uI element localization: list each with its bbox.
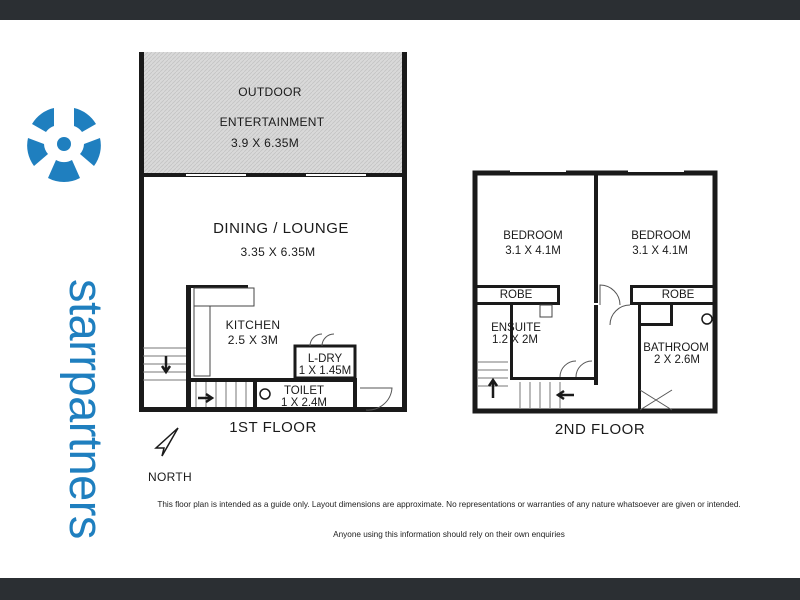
north-label: NORTH: [148, 470, 192, 484]
toilet-label: TOILET: [283, 385, 325, 397]
wall: [630, 302, 715, 305]
brand-name: starrpartners: [60, 279, 113, 539]
wall: [186, 378, 356, 382]
first-floor-plan: [139, 52, 407, 436]
outdoor-label-line2: ENTERTAINMENT: [219, 115, 325, 129]
wall: [186, 285, 191, 407]
north-arrow-icon: [156, 428, 178, 456]
disclaimer-line2: Anyone using this information should rely on their own enquiries: [333, 530, 565, 539]
wall: [139, 173, 407, 177]
bedroom2-dims: 3.1 X 4.1M: [632, 245, 688, 257]
bedroom1-label: BEDROOM: [503, 230, 563, 242]
dining-dims: 3.35 X 6.35M: [240, 245, 316, 259]
ensuite-dims: 1.2 X 2M: [491, 334, 539, 346]
wall: [402, 52, 407, 412]
wall: [253, 378, 257, 408]
bedroom1-dims: 3.1 X 4.1M: [505, 245, 561, 257]
wall: [630, 285, 715, 288]
dining-label: DINING / LOUNGE: [213, 220, 349, 237]
wall: [594, 173, 598, 303]
stair-arrow-icon: [558, 391, 574, 399]
laundry-dims: 1 X 1.45M: [298, 365, 352, 377]
bedroom2-label: BEDROOM: [631, 230, 691, 242]
kitchen-label: KITCHEN: [225, 318, 281, 332]
wall: [353, 378, 357, 408]
outdoor-dims: 3.9 X 6.35M: [230, 136, 300, 150]
outdoor-area: [143, 52, 405, 176]
second-floor-title: 2ND FLOOR: [554, 421, 646, 438]
robe2-label: ROBE: [661, 289, 695, 301]
second-floor-plan: [475, 170, 715, 438]
ensuite-label: ENSUITE: [491, 322, 541, 334]
wall: [670, 305, 673, 326]
stair-arrow-icon: [489, 380, 497, 398]
wall: [557, 285, 560, 305]
wall: [638, 323, 673, 326]
wall: [475, 285, 560, 288]
outdoor-label-line1: OUTDOOR: [238, 85, 302, 99]
bathroom-label: BATHROOM: [643, 342, 709, 354]
wall: [139, 407, 407, 412]
north-indicator: [148, 428, 192, 484]
wall: [638, 305, 641, 411]
wall: [510, 377, 598, 380]
wall: [594, 305, 598, 385]
toilet-dims: 1 X 2.4M: [280, 397, 328, 409]
wall: [630, 285, 633, 305]
first-floor-title: 1ST FLOOR: [229, 419, 317, 436]
disclaimer-line1: This floor plan is intended as a guide only. Layout dimensions are approximate. No representations or warranties of any nature whatsoever are given or intended.: [157, 500, 741, 509]
stair-arrow-icon: [198, 394, 212, 402]
bathroom-dims: 2 X 2.6M: [653, 354, 701, 366]
kitchen-dims: 2.5 X 3M: [227, 333, 279, 347]
wall: [139, 52, 144, 412]
robe1-label: ROBE: [499, 289, 533, 301]
laundry-label: L-DRY: [307, 353, 343, 365]
